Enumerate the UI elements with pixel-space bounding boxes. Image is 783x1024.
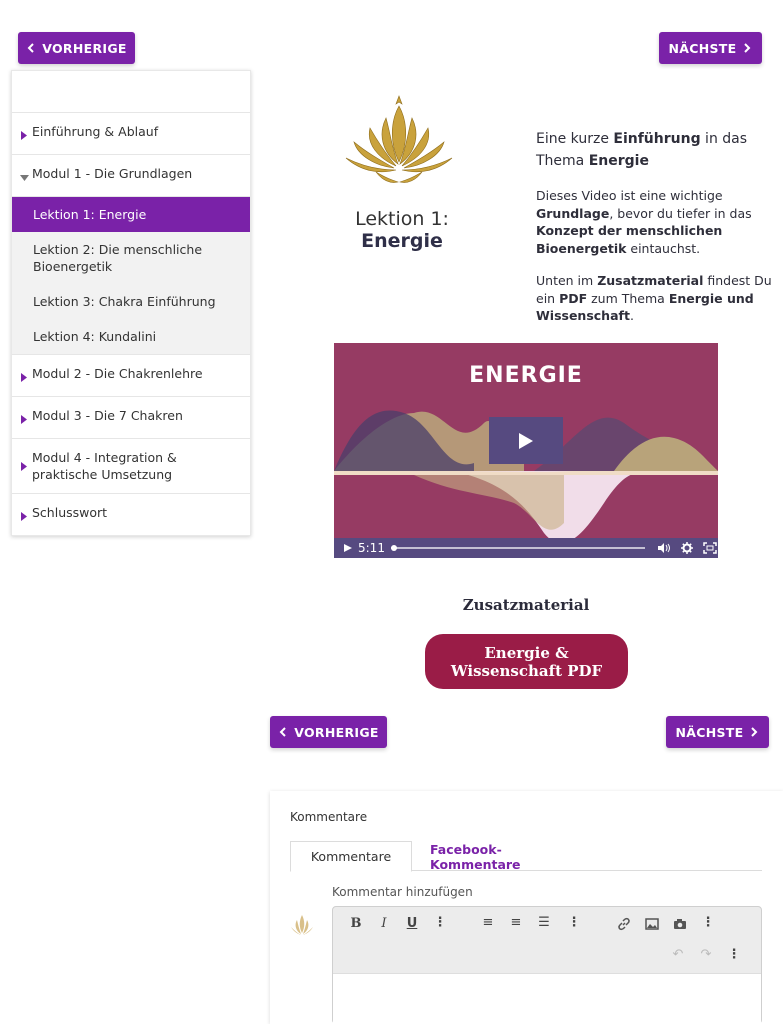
intro-text: Dieses Video ist eine wichtige — [536, 188, 723, 203]
prev-button-label: VORHERIGE — [294, 724, 379, 740]
redo-icon[interactable]: ↷ — [700, 947, 712, 962]
comment-editor — [332, 906, 762, 1024]
intro-text: Eine kurze — [536, 131, 614, 147]
video-title: ENERGIE — [469, 363, 583, 388]
chevron-left-icon — [278, 727, 288, 737]
next-button[interactable] — [659, 32, 762, 64]
comments-tabs — [290, 841, 762, 871]
sidebar-lesson-3[interactable] — [12, 284, 250, 319]
intro-bold: Energie und Wissenschaft — [536, 290, 754, 323]
sidebar-module-modul-3[interactable] — [12, 397, 250, 439]
avatar — [288, 911, 316, 939]
next-button-bottom[interactable] — [666, 716, 769, 748]
caret-right-icon — [20, 369, 32, 386]
link-icon[interactable] — [615, 917, 633, 931]
chevron-right-icon — [742, 43, 752, 53]
caret-right-icon — [20, 127, 32, 144]
pdf-button-line-1: Energie & — [484, 644, 569, 662]
comment-text-area[interactable] — [333, 973, 761, 1024]
intro-text: , bevor du tiefer in das — [609, 205, 752, 221]
more-icon[interactable]: ⋮ — [567, 915, 581, 930]
intro-lead — [536, 128, 776, 172]
intro-text: Unten im — [536, 273, 598, 288]
material-heading: Zusatzmaterial — [462, 596, 590, 614]
sidebar-lesson-label: Lektion 1: Energie — [33, 207, 147, 222]
play-button[interactable] — [489, 417, 563, 464]
chevron-left-icon — [26, 43, 36, 53]
underline-icon[interactable]: U — [406, 916, 418, 931]
camera-icon[interactable] — [671, 917, 689, 931]
video-progress-bar[interactable] — [391, 547, 645, 549]
undo-icon[interactable]: ↶ — [672, 947, 684, 962]
caret-right-icon — [20, 411, 32, 428]
prev-button-bottom[interactable] — [270, 716, 387, 748]
sidebar-lesson-label: Lektion 3: Chakra Einführung — [33, 294, 216, 309]
prev-button-label: VORHERIGE — [42, 40, 127, 56]
more-icon[interactable]: ⋮ — [727, 947, 741, 962]
caret-right-icon — [20, 458, 32, 475]
pdf-button-line-2: Wissenschaft PDF — [450, 662, 603, 680]
lesson-title-bold: Energie — [361, 230, 443, 252]
intro-bold: Zusatzmaterial — [597, 273, 704, 288]
align-center-icon[interactable]: ≡ — [510, 915, 522, 930]
progress-knob[interactable] — [391, 545, 397, 551]
sidebar-module-label: Modul 4 - Integration & praktische Umsetzung — [32, 450, 177, 482]
sidebar-module-modul-2[interactable] — [12, 355, 250, 397]
sidebar-module-einfuehrung[interactable] — [12, 113, 250, 155]
next-button-label: NÄCHSTE — [668, 40, 737, 56]
bold-icon[interactable]: B — [350, 916, 362, 931]
small-play-icon[interactable] — [342, 542, 354, 554]
sidebar-lesson-1[interactable] — [12, 197, 250, 232]
sidebar-module-modul-1[interactable] — [12, 155, 250, 197]
editor-toolbar — [333, 907, 761, 973]
caret-right-icon — [20, 508, 32, 525]
intro-paragraph-2 — [536, 272, 776, 325]
lesson-intro — [536, 128, 776, 325]
tab-kommentare[interactable]: Kommentare — [290, 841, 412, 872]
intro-text: . — [629, 308, 634, 323]
sidebar-module-modul-4[interactable] — [12, 439, 250, 494]
course-sidebar — [11, 70, 251, 536]
sidebar-module-label: Einführung & Ablauf — [32, 124, 159, 139]
intro-bold: Konzept der menschlichen Bioenergetik — [536, 223, 723, 256]
comments-heading: Kommentare — [290, 810, 368, 824]
sidebar-module-schlusswort[interactable] — [12, 494, 250, 535]
pdf-download-button[interactable] — [425, 634, 628, 689]
sidebar-lesson-2[interactable] — [12, 232, 250, 284]
add-comment-label: Kommentar hinzufügen — [332, 885, 473, 899]
sidebar-module-label: Modul 1 - Die Grundlagen — [32, 166, 193, 181]
italic-icon[interactable]: I — [381, 916, 387, 931]
video-player[interactable] — [334, 343, 718, 558]
intro-bold: Einführung — [613, 131, 701, 147]
intro-text: eintauchst. — [626, 240, 701, 256]
intro-bold: PDF — [559, 290, 588, 306]
intro-bold: Grundlage — [536, 205, 610, 221]
intro-text: in das Thema — [536, 131, 748, 169]
numbered-list-icon[interactable]: ☰ — [538, 915, 550, 930]
fullscreen-icon[interactable] — [703, 542, 717, 554]
tab-facebook-kommentare[interactable]: Facebook-Kommentare — [430, 841, 521, 872]
settings-gear-icon[interactable] — [681, 542, 693, 554]
sidebar-lesson-label: Lektion 2: Die menschliche Bioenergetik — [33, 242, 203, 274]
intro-text: findest Du ein — [536, 273, 772, 306]
prev-button[interactable] — [18, 32, 135, 64]
lotus-logo-icon — [340, 92, 458, 188]
intro-text: zum Thema — [587, 290, 669, 306]
sidebar-module-label: Modul 2 - Die Chakrenlehre — [32, 366, 203, 381]
align-left-icon[interactable]: ≡ — [482, 915, 494, 930]
caret-down-icon — [20, 169, 32, 186]
intro-paragraph-1 — [536, 187, 776, 257]
volume-icon[interactable] — [657, 542, 671, 554]
intro-bold: Energie — [588, 153, 649, 169]
chevron-right-icon — [749, 727, 759, 737]
lesson-title — [312, 208, 492, 252]
more-icon[interactable]: ⋮ — [433, 915, 447, 930]
sidebar-lesson-label: Lektion 4: Kundalini — [33, 329, 157, 344]
sidebar-module-label: Modul 3 - Die 7 Chakren — [32, 408, 183, 423]
video-time: 5:11 — [358, 541, 385, 555]
more-icon[interactable]: ⋮ — [701, 915, 715, 930]
next-button-label: NÄCHSTE — [675, 724, 744, 740]
lesson-title-prefix: Lektion 1: — [355, 208, 449, 230]
image-icon[interactable] — [643, 917, 661, 931]
sidebar-header — [12, 71, 250, 113]
sidebar-module-label: Schlusswort — [32, 505, 108, 520]
play-icon — [518, 432, 534, 450]
video-controls — [334, 538, 718, 558]
comments-section — [270, 791, 783, 1024]
sidebar-lesson-4[interactable] — [12, 319, 250, 355]
